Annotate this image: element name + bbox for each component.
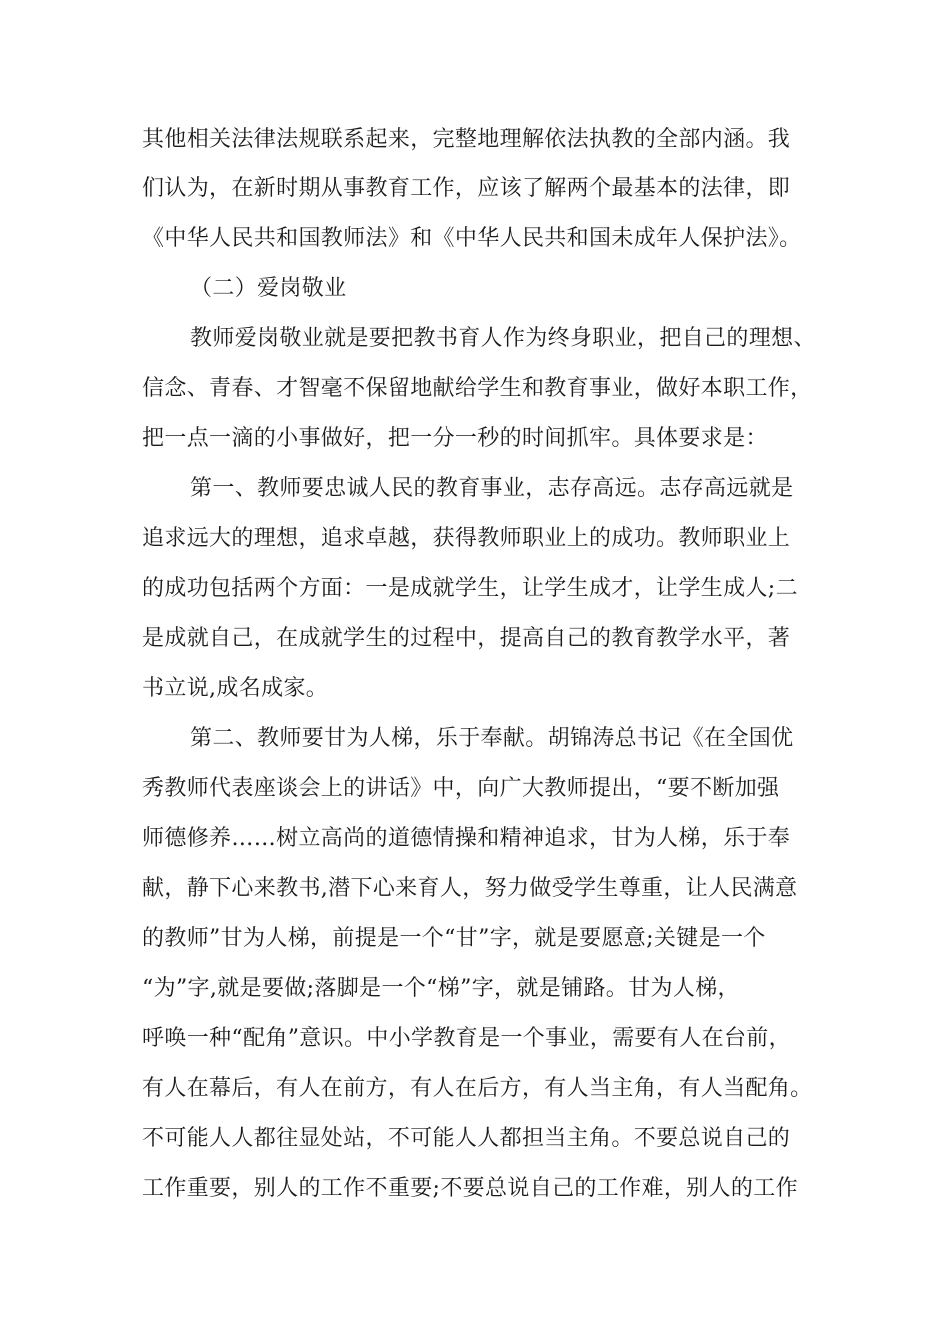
text-line: 献，静下心来教书,潜下心来育人，努力做受学生尊重，让人民满意	[142, 876, 798, 901]
text-line: “为”字,就是要做;落脚是一个“梯”字，就是铺路。甘为人梯，	[142, 976, 740, 1001]
text-line: 的教师”甘为人梯，前提是一个“甘”字，就是要愿意;关键是一个	[142, 926, 766, 951]
text-line: 追求远大的理想，追求卓越，获得教师职业上的成功。教师职业上	[142, 526, 791, 551]
section-heading: （二）爱岗敬业	[190, 276, 347, 301]
text-line: 呼唤一种“配角”意识。中小学教育是一个事业，需要有人在台前，	[142, 1026, 791, 1051]
text-line: 工作重要，别人的工作不重要;不要总说自己的工作难，别人的工作	[142, 1176, 798, 1201]
text-line: 把一点一滴的小事做好，把一分一秒的时间抓牢。具体要求是：	[142, 426, 768, 451]
paragraph-first-line: 教师爱岗敬业就是要把教书育人作为终身职业，把自己的理想、	[190, 326, 816, 351]
text-line: 其他相关法律法规联系起来，完整地理解依法执教的全部内涵。我	[142, 127, 791, 152]
text-line: 的成功包括两个方面：一是成就学生，让学生成才，让学生成人;二	[142, 576, 798, 601]
text-line: 《中华人民共和国教师法》和《中华人民共和国未成年人保护法》。	[142, 226, 802, 251]
text-line: 书立说,成名成家。	[142, 676, 329, 701]
text-line: 不可能人人都往显处站，不可能人人都担当主角。不要总说自己的	[142, 1126, 791, 1151]
paragraph-first-line: 第一、教师要忠诚人民的教育事业，志存高远。志存高远就是	[190, 476, 794, 501]
text-line: 信念、青春、才智毫不保留地献给学生和教育事业，做好本职工作，	[142, 376, 813, 401]
text-line: 们认为，在新时期从事教育工作，应该了解两个最基本的法律，即	[142, 176, 791, 201]
paragraph-first-line: 第二、教师要甘为人梯，乐于奉献。胡锦涛总书记《在全国优	[190, 726, 794, 751]
text-line: 师德修养……树立高尚的道德情操和精神追求，甘为人梯，乐于奉	[142, 826, 791, 851]
text-line: 是成就自己，在成就学生的过程中，提高自己的教育教学水平，著	[142, 626, 791, 651]
text-line: 秀教师代表座谈会上的讲话》中，向广大教师提出，“要不断加强	[142, 776, 780, 801]
text-line: 有人在幕后，有人在前方，有人在后方，有人当主角，有人当配角。	[142, 1076, 813, 1101]
